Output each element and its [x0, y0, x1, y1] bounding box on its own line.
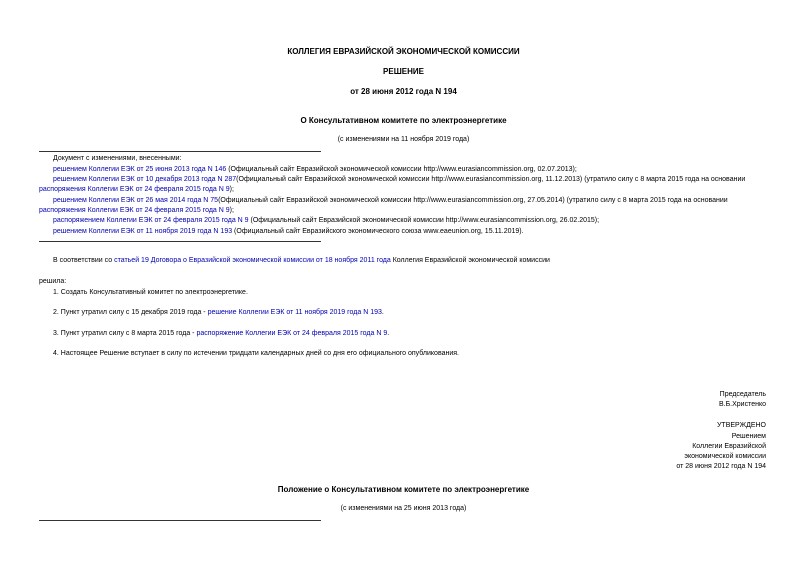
approved-heading: УТВЕРЖДЕНО [716, 422, 766, 429]
divider-regulation [39, 520, 321, 521]
change-item: решением Коллегии ЕЭК от 26 мая 2014 года N 75(Официальный сайт Евразийской экономической комиссии http://www.eurasiancommission.org, 27.05.2014) (утратило силу с 8 марта 2015 года на основании [53, 197, 728, 204]
point-3: 3. Пункт утратил силу с 8 марта 2015 года - распоряжение Коллегии ЕЭК от 24 февраля 2015 года N 9. [53, 330, 390, 337]
approved-line: экономической комиссии [684, 453, 766, 460]
regulation-amend-note: (с изменениями на 25 июня 2013 года) [340, 505, 467, 512]
change-link[interactable]: решением Коллегии ЕЭК от 25 июня 2013 года N 146 [53, 166, 227, 173]
changes-intro: Документ с изменениями, внесенными: [53, 155, 182, 162]
preamble: В соответствии со статьей 19 Договора о Евразийской экономической комиссии от 18 ноября 2011 года Коллегия Евразийской экономической комиссии [53, 257, 550, 264]
amendment-note: (с изменениями на 11 ноября 2019 года) [337, 136, 470, 143]
decided-label: решила: [39, 278, 67, 285]
approved-line: Коллегии Евразийской [692, 443, 766, 450]
change-link[interactable]: распоряжения Коллегии ЕЭК от 24 февраля 2015 года N 9 [39, 186, 230, 193]
change-item-cont: распоряжения Коллегии ЕЭК от 24 февраля 2015 года N 9); [39, 186, 234, 193]
change-link[interactable]: решением Коллегии ЕЭК от 11 ноября 2019 года N 193 [53, 228, 233, 235]
point-4: 4. Настоящее Решение вступает в силу по истечении тридцати календарных дней со дня его официального опубликования. [53, 350, 459, 357]
point-2-link[interactable]: решение Коллегии ЕЭК от 11 ноября 2019 года N 193 [207, 309, 382, 316]
signature-name: В.Б.Христенко [718, 401, 766, 408]
change-link[interactable]: распоряжения Коллегии ЕЭК от 24 февраля 2015 года N 9 [39, 207, 230, 214]
point-3-link[interactable]: распоряжение Коллегии ЕЭК от 24 февраля 2015 года N 9 [196, 330, 388, 337]
change-item-cont: распоряжения Коллегии ЕЭК от 24 февраля 2015 года N 9); [39, 207, 234, 214]
point-1: 1. Создать Консультативный комитет по электроэнергетике. [53, 289, 248, 296]
approved-line: Решением [731, 433, 766, 440]
doc-title: О Консультативном комитете по электроэнергетике [300, 116, 507, 125]
org-name: КОЛЛЕГИЯ ЕВРАЗИЙСКОЙ ЭКОНОМИЧЕСКОЙ КОМИССИИ [287, 47, 520, 56]
change-item: распоряжением Коллегии ЕЭК от 24 февраля 2015 года N 9 (Официальный сайт Евразийской экономической комиссии http://www.eurasiancommission.org, 26.02.2015); [53, 217, 600, 224]
signature-role: Председатель [719, 391, 766, 398]
change-item: решением Коллегии ЕЭК от 25 июня 2013 года N 146 (Официальный сайт Евразийской экономической комиссии http://www.eurasiancommission.org, 02.07.2013); [53, 166, 577, 173]
doc-date: от 28 июня 2012 года N 194 [350, 87, 457, 96]
doc-type: РЕШЕНИЕ [383, 67, 424, 76]
approved-line: от 28 июня 2012 года N 194 [676, 463, 766, 470]
change-link[interactable]: решением Коллегии ЕЭК от 10 декабря 2013 года N 287 [53, 176, 237, 183]
change-item: решением Коллегии ЕЭК от 10 декабря 2013 года N 287(Официальный сайт Евразийской экономической комиссии http://www.eurasiancommission.org, 11.12.2013) (утратило силу с 8 марта 2015 года на основании [53, 176, 746, 183]
change-item: решением Коллегии ЕЭК от 11 ноября 2019 года N 193 (Официальный сайт Евразийского экономического союза www.eaeunion.org, 15.11.2019). [53, 228, 524, 235]
regulation-title: Положение о Консультативном комитете по электроэнергетике [277, 485, 530, 494]
change-link[interactable]: решением Коллегии ЕЭК от 26 мая 2014 года N 75 [53, 197, 219, 204]
divider-bottom [39, 241, 321, 242]
treaty-link[interactable]: статьей 19 Договора о Евразийской экономической комиссии от 18 ноября 2011 года [114, 257, 391, 264]
change-link[interactable]: распоряжением Коллегии ЕЭК от 24 февраля 2015 года N 9 [53, 217, 249, 224]
divider-top [39, 151, 321, 152]
point-2: 2. Пункт утратил силу с 15 декабря 2019 года - решение Коллегии ЕЭК от 11 ноября 2019 года N 193. [53, 309, 384, 316]
